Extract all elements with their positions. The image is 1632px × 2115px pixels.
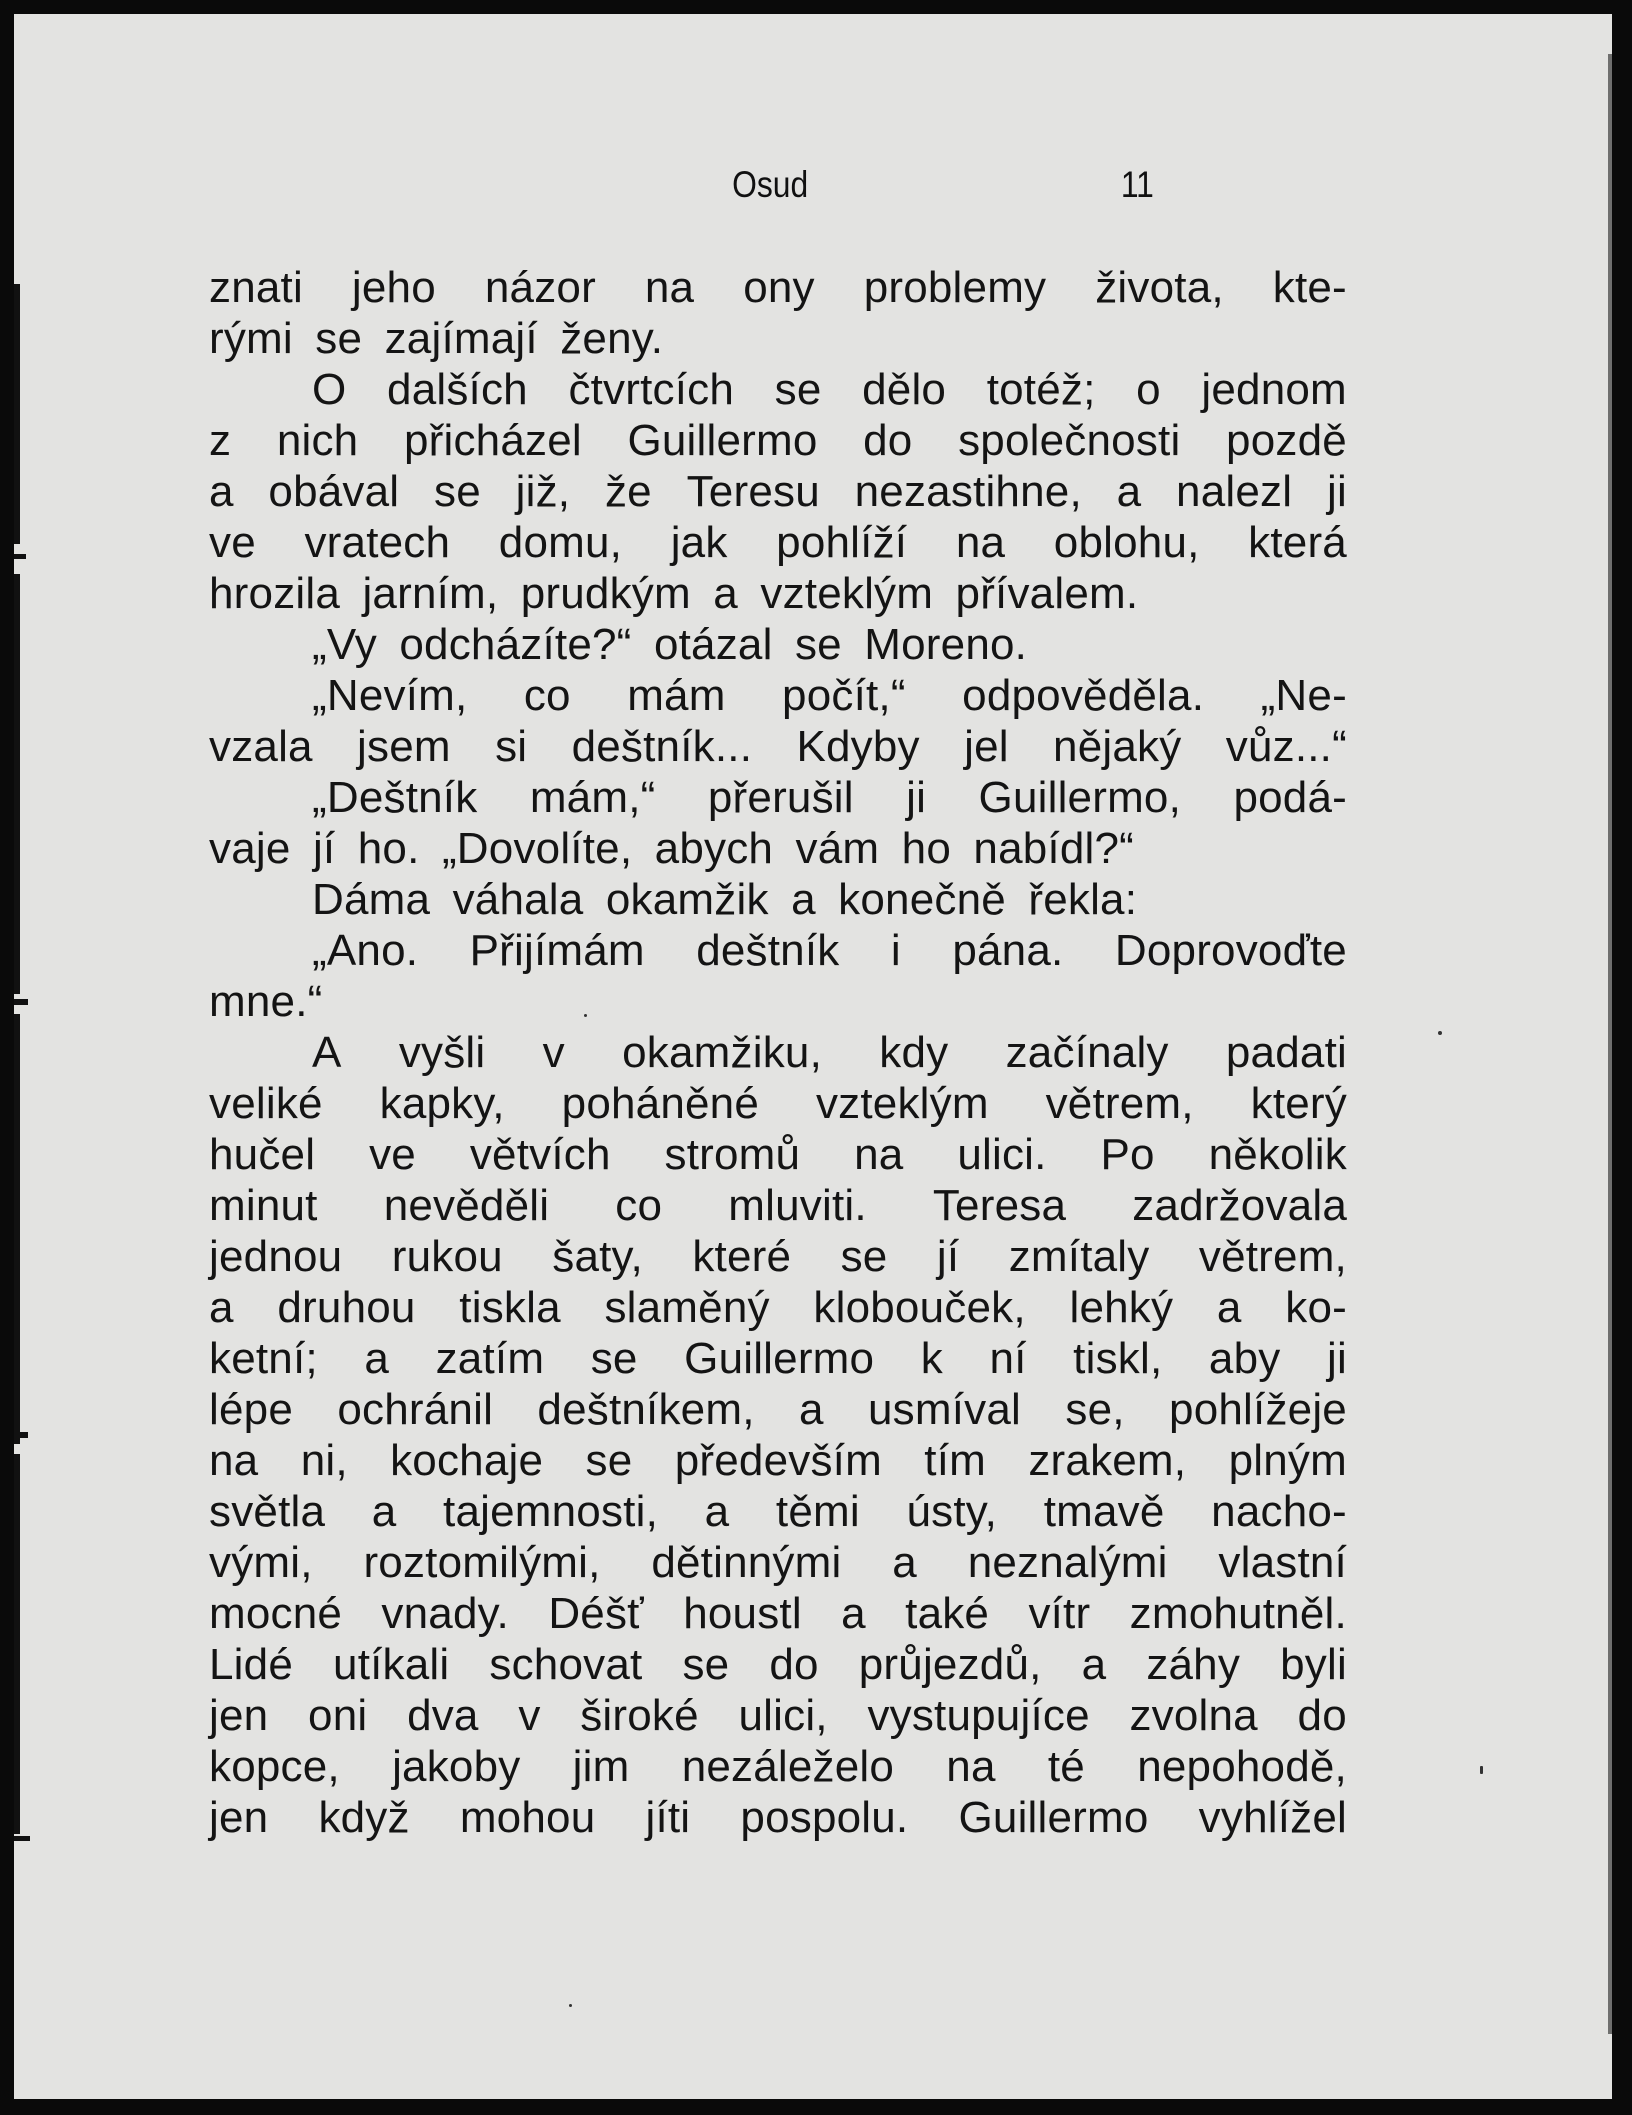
word: ve <box>209 518 256 567</box>
word: a <box>209 467 234 516</box>
word: „Ne- <box>1260 671 1347 720</box>
word: deštník <box>696 926 840 975</box>
word: kopce, <box>209 1742 340 1791</box>
word: a <box>364 1334 390 1383</box>
word: která <box>1248 518 1347 567</box>
word: se <box>682 1640 730 1689</box>
binding-edge-mark <box>14 1014 20 1444</box>
word: a <box>371 1487 397 1536</box>
word: zrakem, <box>1028 1436 1187 1485</box>
word: problemy <box>863 263 1047 312</box>
word: utíkali <box>333 1640 450 1689</box>
word: v <box>518 1691 541 1740</box>
word: jednom <box>1201 365 1347 414</box>
word: oni <box>308 1691 368 1740</box>
word: se <box>434 467 481 516</box>
word: „Deštník <box>312 773 478 822</box>
word: mluviti. <box>728 1181 867 1230</box>
word: a <box>704 1487 730 1536</box>
word: o <box>1136 365 1161 414</box>
word: Guillermo <box>627 416 818 465</box>
word: mocné <box>209 1589 343 1638</box>
word: větrem, <box>1198 1232 1347 1281</box>
word: větvích <box>469 1130 611 1179</box>
word: houstl <box>683 1589 802 1638</box>
word: dalších <box>387 365 528 414</box>
word: nalezl <box>1176 467 1293 516</box>
word: vystupujíce <box>867 1691 1090 1740</box>
word: k <box>920 1334 943 1383</box>
word: veliké <box>209 1079 323 1128</box>
word: a <box>892 1538 917 1587</box>
word: vnady. <box>381 1589 509 1638</box>
word: a <box>209 1283 234 1332</box>
word: oblohu, <box>1053 518 1200 567</box>
word: záhy <box>1146 1640 1241 1689</box>
word: ni, <box>300 1436 348 1485</box>
word: do <box>1297 1691 1347 1740</box>
word: zmítaly <box>1008 1232 1150 1281</box>
word: ketní; <box>209 1334 318 1383</box>
word: ko- <box>1285 1283 1347 1332</box>
word: O <box>312 365 347 414</box>
word: jíti <box>645 1793 691 1842</box>
word: vyšli <box>398 1028 486 1077</box>
text-line <box>209 1180 1347 1231</box>
word: nacho- <box>1211 1487 1347 1536</box>
word: jel <box>964 722 1009 771</box>
word: jeho <box>351 263 436 312</box>
word: nich <box>276 416 359 465</box>
word: Teresa <box>932 1181 1067 1230</box>
word: plným <box>1228 1436 1347 1485</box>
word: usmíval <box>868 1385 1022 1434</box>
word: druhou <box>277 1283 416 1332</box>
binding-edge-mark <box>14 554 26 559</box>
text-line <box>209 772 1347 823</box>
word: ji <box>1327 1334 1347 1383</box>
word: znati <box>209 263 303 312</box>
word: klobouček, <box>813 1283 1026 1332</box>
word: ulici, <box>738 1691 828 1740</box>
word: si <box>495 722 528 771</box>
word: odpověděla. <box>962 671 1205 720</box>
word: pozdě <box>1226 416 1347 465</box>
word: života, <box>1095 263 1224 312</box>
word: kochaje <box>390 1436 544 1485</box>
word: přicházel <box>403 416 582 465</box>
word: padati <box>1225 1028 1347 1077</box>
word: lépe <box>209 1385 293 1434</box>
word: dělo <box>862 365 947 414</box>
word: stromů <box>664 1130 801 1179</box>
word: vratech <box>304 518 451 567</box>
text-line <box>209 1027 1347 1078</box>
word: vyhlížel <box>1198 1793 1347 1842</box>
speck <box>1480 1766 1483 1774</box>
word: vůz...“ <box>1225 722 1347 771</box>
word: Guillermo, <box>978 773 1182 822</box>
text-line <box>209 1741 1347 1792</box>
word: ve <box>369 1130 416 1179</box>
word: ústy, <box>906 1487 998 1536</box>
word: „Nevím, <box>312 671 468 720</box>
word: průjezdů, <box>858 1640 1042 1689</box>
text-line <box>209 925 1347 976</box>
word: z <box>209 416 232 465</box>
word: vzteklým <box>815 1079 989 1128</box>
word: podá- <box>1233 773 1347 822</box>
word: který <box>1250 1079 1347 1128</box>
word: tím <box>924 1436 986 1485</box>
word: počít,“ <box>782 671 906 720</box>
word: zvolna <box>1129 1691 1258 1740</box>
word: také <box>905 1589 990 1638</box>
word: Lidé <box>209 1640 293 1689</box>
body-text <box>209 262 1347 1843</box>
word: slaměný <box>604 1283 770 1332</box>
word: zadržovala <box>1132 1181 1347 1230</box>
word: čtvrtcích <box>568 365 735 414</box>
word: Přijímám <box>469 926 645 975</box>
word: nezastihne, <box>854 467 1082 516</box>
word: jak <box>670 518 728 567</box>
word: hučel <box>209 1130 316 1179</box>
word: jakoby <box>392 1742 521 1791</box>
word: a <box>1216 1283 1242 1332</box>
word: deštník... <box>571 722 753 771</box>
word: začínaly <box>1005 1028 1169 1077</box>
word: obával <box>268 467 400 516</box>
word: že <box>604 467 652 516</box>
binding-edge-mark <box>14 574 20 994</box>
word: té <box>1047 1742 1085 1791</box>
word: několik <box>1208 1130 1347 1179</box>
text-line <box>209 1078 1347 1129</box>
word: vými, <box>209 1538 313 1587</box>
text-line <box>209 1690 1347 1741</box>
word: Guillermo <box>684 1334 875 1383</box>
text-line <box>209 1537 1347 1588</box>
word: Guillermo <box>958 1793 1149 1842</box>
word: se <box>774 365 822 414</box>
word: těmi <box>775 1487 860 1536</box>
text-line <box>209 517 1347 568</box>
word: totéž; <box>986 365 1096 414</box>
word: nepohodě, <box>1137 1742 1347 1791</box>
word: dva <box>407 1691 479 1740</box>
word: byli <box>1280 1640 1347 1689</box>
word: vítr <box>1028 1589 1091 1638</box>
binding-edge-mark <box>14 999 28 1005</box>
text-line: mne.“ <box>209 977 323 1026</box>
word: tiskla <box>459 1283 561 1332</box>
word: kdy <box>879 1028 949 1077</box>
text-line <box>209 1333 1347 1384</box>
binding-edge-mark <box>14 1432 28 1438</box>
text-line <box>209 364 1347 415</box>
page-edge-shadow <box>1608 54 1612 2034</box>
word: přerušil <box>707 773 854 822</box>
word: Po <box>1100 1130 1155 1179</box>
word: do <box>769 1640 819 1689</box>
binding-edge-mark <box>14 284 20 544</box>
speck <box>584 1014 587 1017</box>
word: mohou <box>459 1793 596 1842</box>
text-line <box>209 1435 1347 1486</box>
word: lehký <box>1069 1283 1174 1332</box>
word: se, <box>1065 1385 1125 1434</box>
word: pána. <box>952 926 1064 975</box>
word: jednou <box>209 1232 343 1281</box>
word: v <box>542 1028 565 1077</box>
word: A <box>312 1028 342 1077</box>
word: jen <box>209 1793 269 1842</box>
word: poháněné <box>561 1079 760 1128</box>
word: vlastní <box>1218 1538 1347 1587</box>
word: mám,“ <box>529 773 656 822</box>
word: tajemnosti, <box>443 1487 659 1536</box>
word: především <box>674 1436 882 1485</box>
book-page <box>14 14 1612 2099</box>
word: se <box>590 1334 638 1383</box>
word: jen <box>209 1691 269 1740</box>
word: co <box>615 1181 663 1230</box>
text-line: „Vy odcházíte?“ otázal se Moreno. <box>312 620 1028 669</box>
running-head <box>14 164 1388 224</box>
word: se <box>585 1436 633 1485</box>
text-line <box>209 1486 1347 1537</box>
word: dětinnými <box>651 1538 842 1587</box>
text-line: Dáma váhala okamžik a konečně řekla: <box>312 875 1138 924</box>
word: Déšť <box>548 1589 644 1638</box>
word: tiskl, <box>1073 1334 1163 1383</box>
word: názor <box>484 263 596 312</box>
text-line <box>209 262 1347 313</box>
word: a <box>798 1385 824 1434</box>
word: ony <box>743 263 815 312</box>
text-line <box>209 1129 1347 1180</box>
word: co <box>523 671 571 720</box>
page-number: 11 <box>1120 164 1154 205</box>
word: Kdyby <box>796 722 920 771</box>
word: kapky, <box>379 1079 505 1128</box>
word: pohlížeje <box>1169 1385 1347 1434</box>
word: roztomilými, <box>363 1538 601 1587</box>
word: nějaký <box>1053 722 1182 771</box>
word: jim <box>572 1742 630 1791</box>
text-line <box>209 415 1347 466</box>
binding-edge-mark <box>14 1454 20 1834</box>
word: ji <box>1326 467 1347 516</box>
word: okamžiku, <box>622 1028 822 1077</box>
word: „Ano. <box>312 926 419 975</box>
word: které <box>692 1232 792 1281</box>
word: světla <box>209 1487 326 1536</box>
word: pospolu. <box>740 1793 909 1842</box>
word: minut <box>209 1181 318 1230</box>
word: široké <box>580 1691 699 1740</box>
text-line <box>209 1639 1347 1690</box>
word: nezáleželo <box>681 1742 895 1791</box>
word: kte- <box>1272 263 1347 312</box>
word: jsem <box>357 722 451 771</box>
word: vzala <box>209 722 313 771</box>
chapter-title: Osud <box>732 164 809 205</box>
word: ní <box>989 1334 1027 1383</box>
word: jí <box>936 1232 960 1281</box>
word: ji <box>906 773 927 822</box>
word: deštníkem, <box>537 1385 755 1434</box>
word: společnosti <box>958 416 1181 465</box>
word: na <box>209 1436 259 1485</box>
word: a <box>841 1589 866 1638</box>
word: zmohutněl. <box>1129 1589 1347 1638</box>
text-line <box>209 466 1347 517</box>
word: aby <box>1208 1334 1281 1383</box>
text-line <box>209 670 1347 721</box>
word: Doprovoďte <box>1114 926 1347 975</box>
word: pohlíží <box>776 518 908 567</box>
word: schovat <box>489 1640 643 1689</box>
word: ochránil <box>337 1385 494 1434</box>
speck <box>1438 1031 1442 1035</box>
word: nevěděli <box>383 1181 550 1230</box>
word: na <box>644 263 695 312</box>
text-line <box>209 1588 1347 1639</box>
word: ulici. <box>957 1130 1047 1179</box>
text-line <box>209 721 1347 772</box>
word: na <box>946 1742 996 1791</box>
word: domu, <box>498 518 623 567</box>
word: zatím <box>435 1334 545 1383</box>
binding-edge-mark <box>14 1836 30 1841</box>
speck <box>569 2004 572 2007</box>
word: již, <box>515 467 571 516</box>
word: větrem, <box>1045 1079 1194 1128</box>
word: i <box>890 926 901 975</box>
text-line: hrozila jarním, prudkým a vzteklým přívalem. <box>209 569 1139 618</box>
text-line <box>209 1282 1347 1333</box>
text-line <box>209 1231 1347 1282</box>
text-line <box>209 1384 1347 1435</box>
word: tmavě <box>1043 1487 1165 1536</box>
word: a <box>1081 1640 1107 1689</box>
text-line: vaje jí ho. „Dovolíte, abych vám ho nabídl?“ <box>209 824 1135 873</box>
text-line: rými se zajímají ženy. <box>209 314 664 363</box>
word: šaty, <box>552 1232 643 1281</box>
word: Teresu <box>686 467 820 516</box>
word: rukou <box>391 1232 503 1281</box>
word: na <box>955 518 1006 567</box>
text-line <box>209 1792 1347 1843</box>
word: na <box>854 1130 904 1179</box>
word: se <box>840 1232 888 1281</box>
word: když <box>318 1793 410 1842</box>
word: mám <box>627 671 726 720</box>
word: neznalými <box>967 1538 1168 1587</box>
word: do <box>863 416 913 465</box>
word: a <box>1116 467 1142 516</box>
